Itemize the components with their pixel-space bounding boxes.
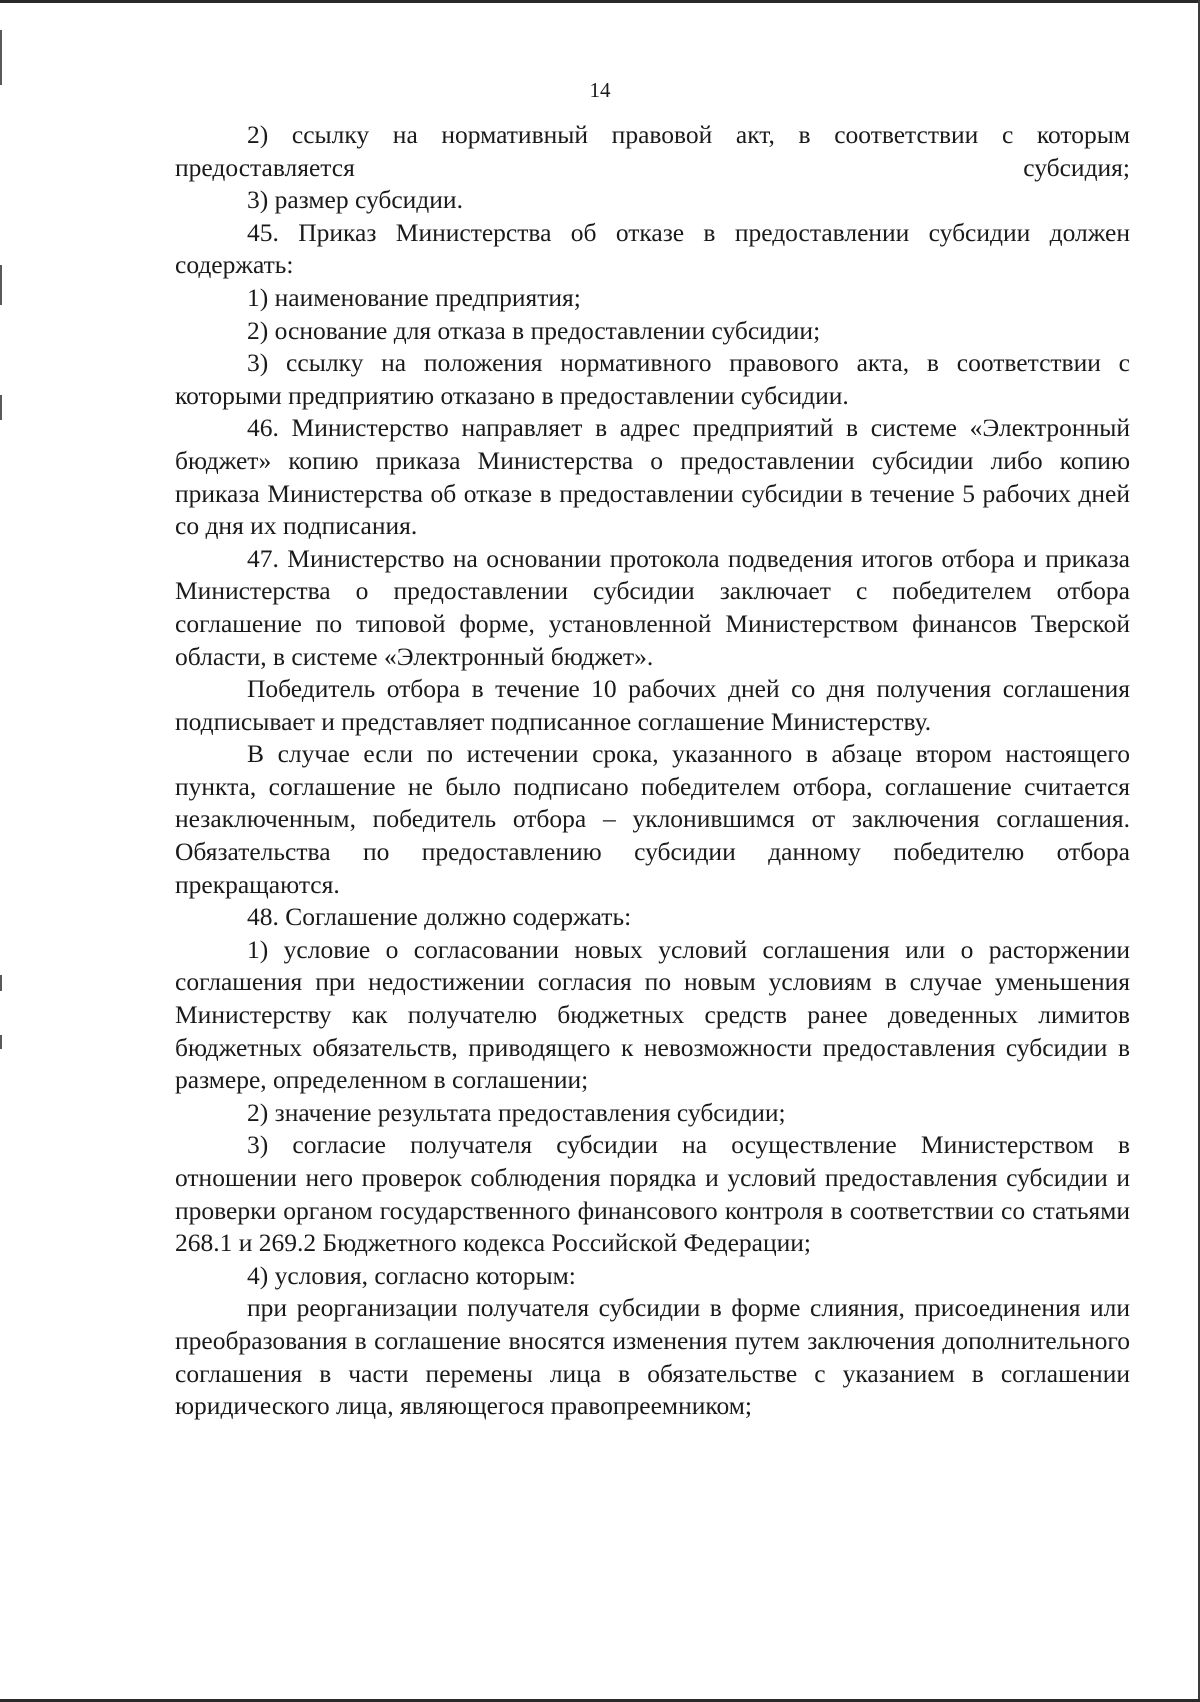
paragraph-47: 47. Министерство на основании протокола подведения итогов отбора и приказа Министерства о предоставлении субсидии заключает с победителем отбора соглашение по типовой форме, установленной Министерством финансов Тверской области, в системе «Электронный бюджет».: [175, 543, 1130, 671]
paragraph-48: 48. Соглашение должно содержать:: [247, 902, 632, 932]
paragraph-47-3: В случае если по истечении срока, указанного в абзаце втором настоящего пункта, соглашение не было подписано победителем отбора, соглашение считается незаключенным, победитель отбора – уклонившимся от заключения соглашения. Обязательства по предоставлению субсидии данному победителю отбора прекращаются.: [175, 739, 1130, 899]
paragraph-46: 46. Министерство направляет в адрес предприятий в системе «Электронный бюджет» копию приказа Министерства о предоставлении субсидии либо копию приказа Министерства об отказе в предоставлении субсидии в течение 5 рабочих дней со дня их подписания.: [175, 413, 1130, 541]
paragraph-48-1: 1) условие о согласовании новых условий соглашения или о расторжении соглашения при недостижении согласия по новым условиям в случае уменьшения Министерству как получателю бюджетных средств ранее доведенных лимитов бюджетных обязательств, приводящего к невозможности предоставления субсидии в размере, определенном в соглашении;: [175, 934, 1130, 1095]
paragraph-45-1: 1) наименование предприятия;: [247, 282, 581, 312]
paragraph-45-2: 2) основание для отказа в предоставлении субсидии;: [247, 315, 821, 345]
scan-margin-mark: [0, 395, 2, 420]
paragraph-48-2: 2) значение результата предоставления субсидии;: [247, 1097, 786, 1127]
paragraph-48-3: 3) согласие получателя субсидии на осуществление Министерством в отношении него проверок соблюдения порядка и условий предоставления субсидии и проверки органом государственного финансового контроля в соответствии со статьями 268.1 и 269.2 Бюджетного кодекса Российской Федерации;: [175, 1130, 1130, 1258]
scan-margin-mark: [0, 1035, 2, 1049]
paragraph-47-2: Победитель отбора в течение 10 рабочих дней со дня получения соглашения подписывает и представляет подписанное соглашение Министерству.: [175, 674, 1130, 736]
paragraph-2-ref-act: 2) ссылку на нормативный правовой акт, в соответствии с которым предоставляется субсидия;: [175, 120, 1130, 182]
page-body: [175, 119, 1130, 1423]
paragraph-3-size: 3) размер субсидии.: [247, 185, 463, 215]
paragraph-48-4: 4) условия, согласно которым:: [247, 1260, 576, 1290]
scan-edge-top: [0, 0, 1200, 3]
page-number: 14: [589, 78, 611, 102]
paragraph-48-4-reorg: при реорганизации получателя субсидии в форме слияния, присоединения или преобразования в соглашение вносятся изменения путем заключения дополнительного соглашения в части перемены лица в обязательстве с указанием в соглашении юридического лица, являющегося правопреемником;: [175, 1293, 1130, 1421]
paragraph-45: 45. Приказ Министерства об отказе в предоставлении субсидии должен содержать:: [175, 217, 1130, 280]
scan-margin-mark: [0, 265, 2, 305]
paragraph-45-3: 3) ссылку на положения нормативного правового акта, в соответствии с которыми предприятию отказано в предоставлении субсидии.: [175, 348, 1130, 410]
scan-margin-mark: [0, 975, 2, 991]
